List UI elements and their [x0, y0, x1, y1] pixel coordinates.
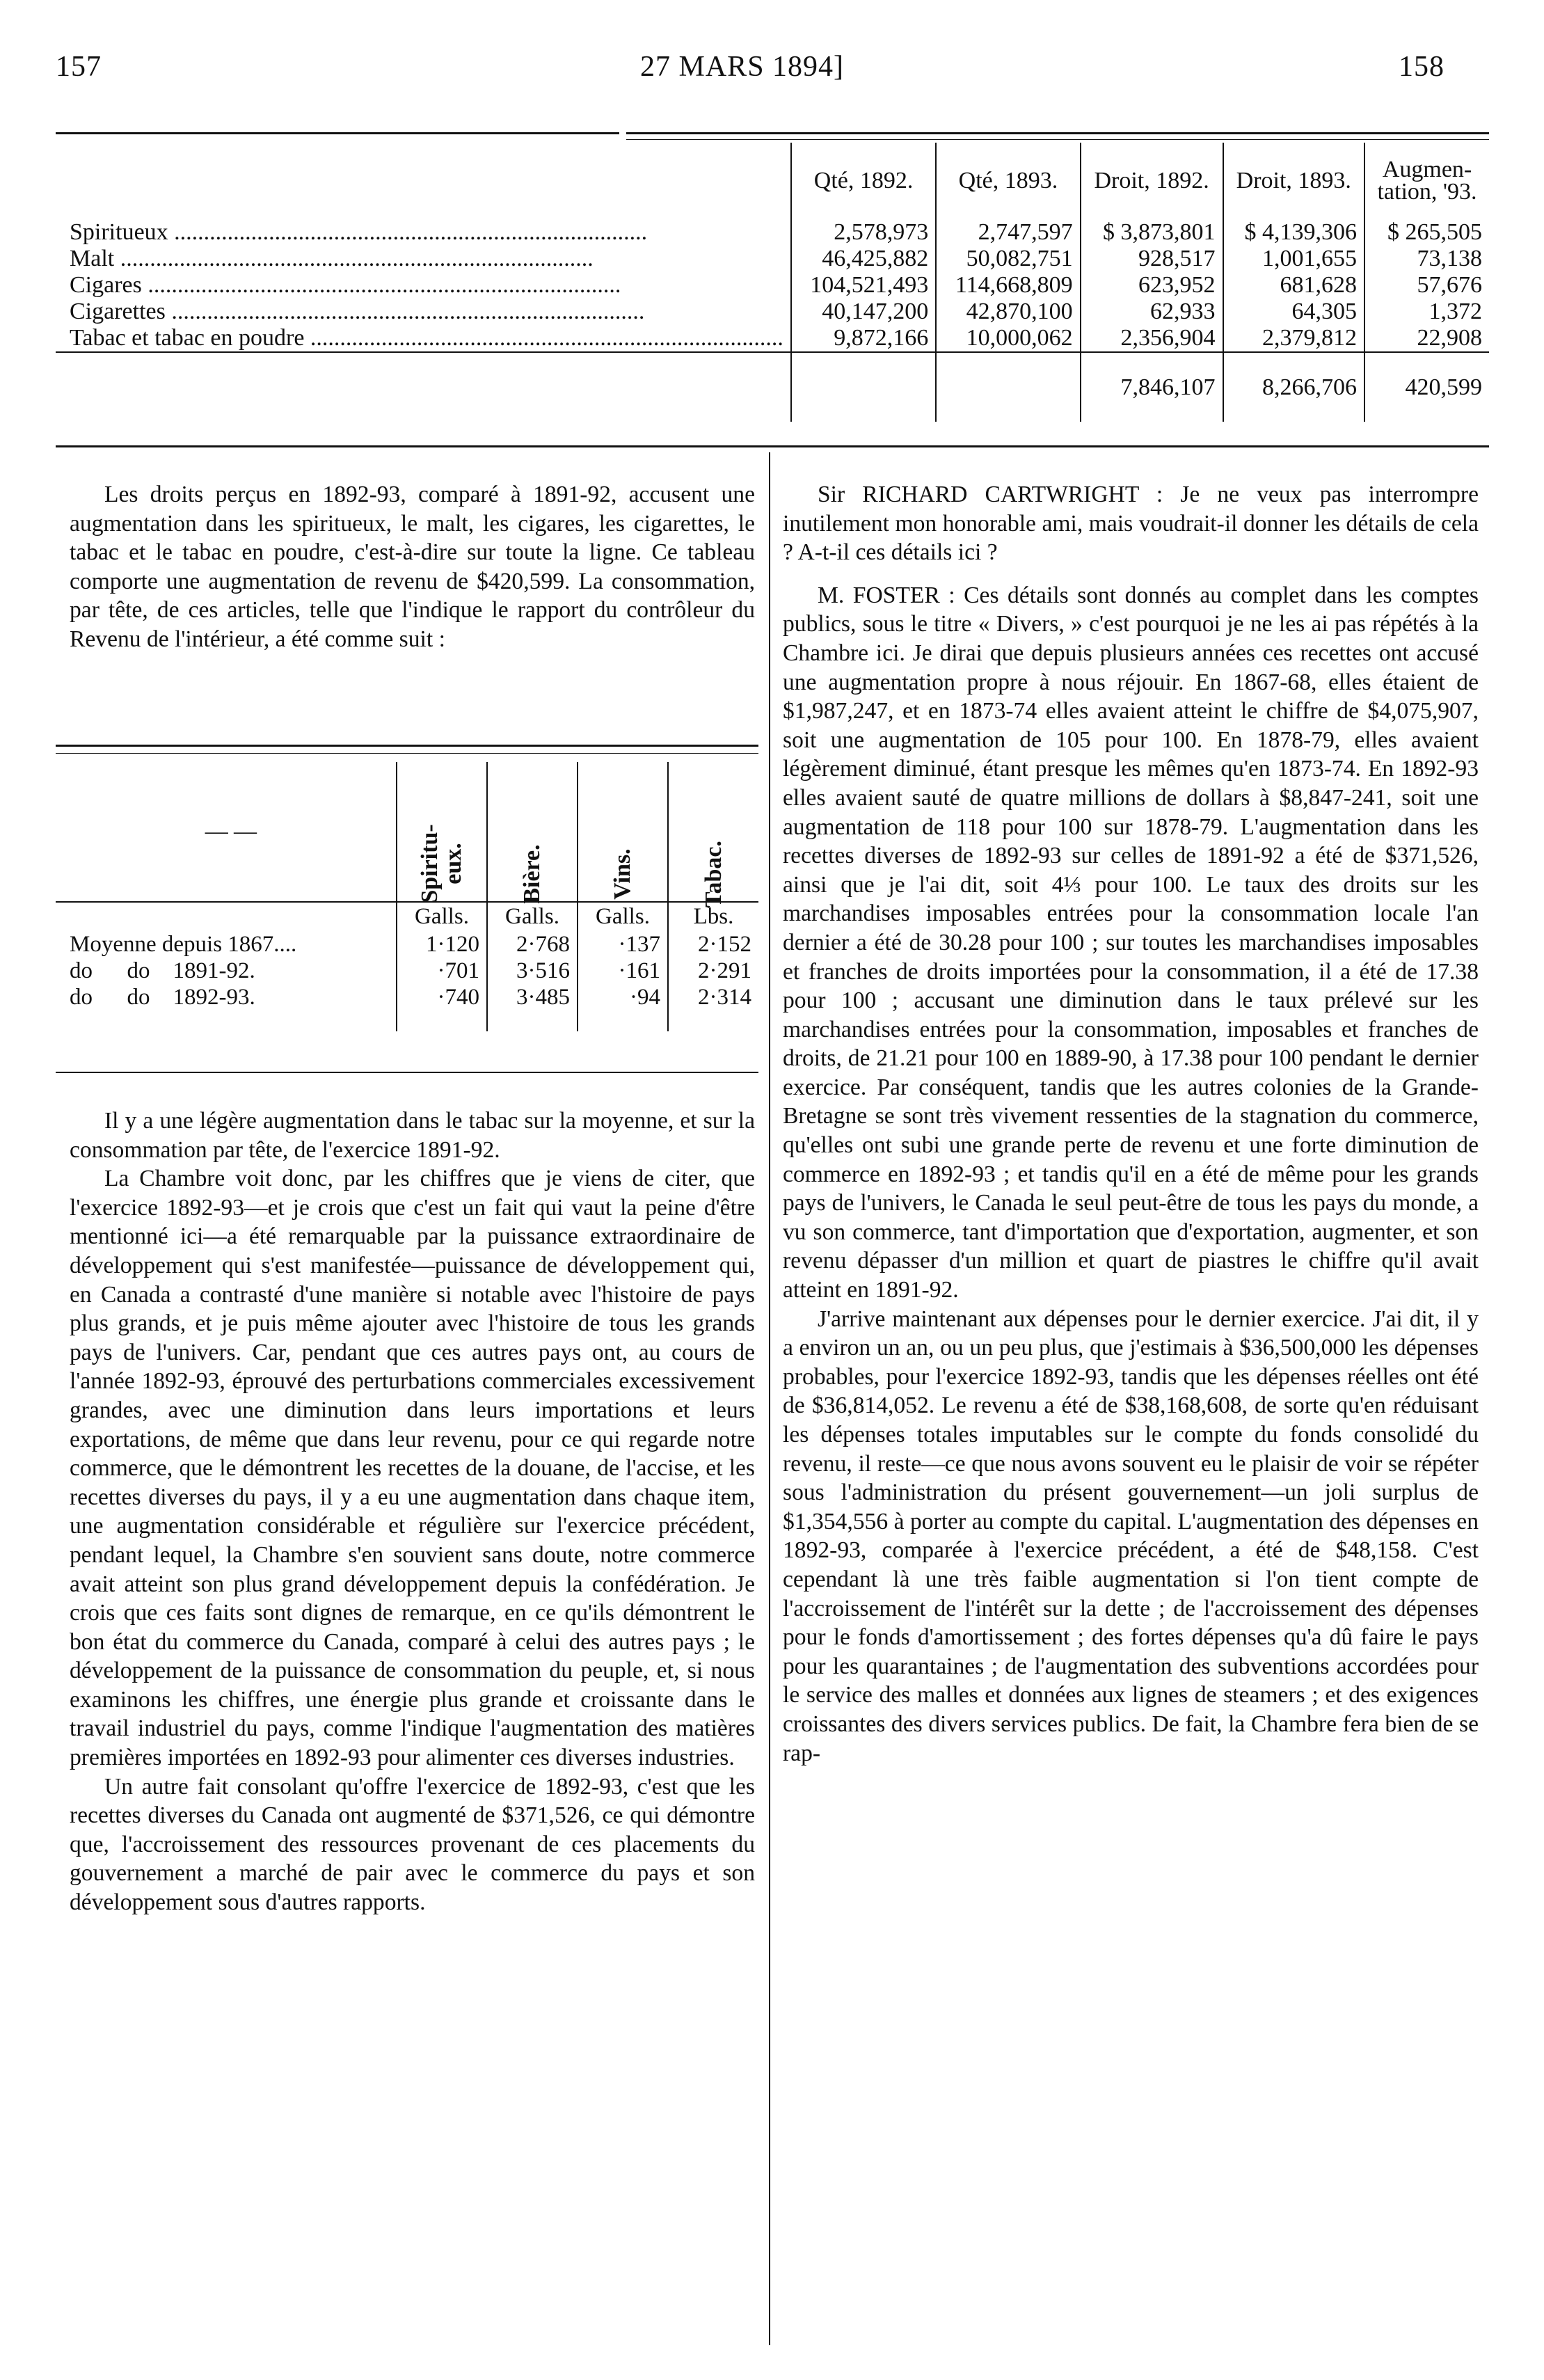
qte-1893-cell: 50,082,751 — [936, 246, 1080, 272]
vins-cell: ·137 — [578, 931, 668, 958]
qte-1892-cell: 2,578,973 — [791, 219, 936, 246]
table1-top-rule-left — [56, 132, 619, 134]
col-spiritueux: Spiritu- eux. — [417, 824, 466, 903]
table1-top-rule-right — [626, 132, 1489, 134]
right-column-body — [783, 480, 1479, 1768]
augmentation-cell: 57,676 — [1364, 272, 1489, 299]
row-label: do do 1891-92. — [70, 958, 255, 983]
table-row — [56, 325, 1489, 352]
row-label: do do 1892-93. — [70, 984, 255, 1010]
qte-1893-cell: 114,668,809 — [936, 272, 1080, 299]
droit-1893-cell: 1,001,655 — [1223, 246, 1365, 272]
row-label: Malt ................................................................................ — [70, 246, 594, 271]
table-row — [56, 958, 758, 984]
droit-1892-cell: 928,517 — [1081, 246, 1223, 272]
droit-1892-cell: 62,933 — [1081, 299, 1223, 325]
qte-1892-cell: 46,425,882 — [791, 246, 936, 272]
table-row — [56, 272, 1489, 299]
col-biere: Bière. — [519, 844, 545, 904]
table2-top-rule-2 — [56, 753, 758, 754]
table-row — [56, 299, 1489, 325]
biere-cell: 3·516 — [487, 958, 578, 984]
biere-cell: 3·485 — [487, 984, 578, 1010]
col-droit-1893: Droit, 1893. — [1223, 143, 1365, 219]
consumption-table — [56, 762, 758, 1031]
droit-1893-cell: 64,305 — [1223, 299, 1365, 325]
droit-1892-cell: 623,952 — [1081, 272, 1223, 299]
qte-1893-cell: 42,870,100 — [936, 299, 1080, 325]
row-label: Tabac et tabac en poudre ................................................................................ — [70, 325, 783, 351]
table-row — [56, 246, 1489, 272]
col-qte-1893: Qté, 1893. — [936, 143, 1080, 219]
vins-cell: ·161 — [578, 958, 668, 984]
paragraph: J'arrive maintenant aux dépenses pour le dernier exercice. J'ai dit, il y a environ un an, ou un peu plus, que j'estimais à $36,500,000 les dépenses probables, pour l'exercice 1892-93, tandis que les dépenses réelles ont été de $36,814,052. Le revenu a été de $38,168,608, de sorte qu'en réduisant les dépenses totales imputables sur le compte du fonds consolidé du revenu, il reste—ce que nous avons souvent eu le plaisir de voir se répéter sous l'administration du présent gouvernement—un joli surplus de $1,354,556 à porter au compte du capital. L'augmentation des dépenses en 1892-93, comparée à l'exercice précédent, a été de $48,158. C'est cependant là une très faible augmentation si l'on tient compte de l'accroissement de l'intérêt sur la dette ; de l'accroissement des dépenses pour le fonds d'amortissement ; des fortes dépenses qu'a dû faire le pays pour les quarantaines ; de l'augmentation des subventions accordées pour le service des malles et données aux lignes de steamers ; et des exigences croissantes des divers services publics. De fait, la Chambre fera bien de se rap- — [783, 1306, 1479, 1766]
col-augmentation: Augmen- tation, '93. — [1364, 143, 1489, 219]
row-label: Cigares ................................................................................ — [70, 272, 621, 298]
page-number-left: 157 — [56, 51, 102, 83]
table2-top-rule — [56, 745, 758, 747]
row-label: Spiritueux ................................................................................ — [70, 219, 648, 245]
tabac-cell: 2·314 — [668, 984, 758, 1010]
spiritueux-cell: 1·120 — [397, 931, 487, 958]
droit-1893-cell: 2,379,812 — [1223, 325, 1365, 352]
col-qte-1892: Qté, 1892. — [791, 143, 936, 219]
vins-cell: ·94 — [578, 984, 668, 1010]
col-droit-1892: Droit, 1892. — [1081, 143, 1223, 219]
augmentation-cell: 1,372 — [1364, 299, 1489, 325]
augmentation-cell: $ 265,505 — [1364, 219, 1489, 246]
column-divider — [769, 452, 770, 2345]
table1-top-rule-right-2 — [626, 139, 1489, 140]
paragraph: Les droits perçus en 1892-93, comparé à 1891-92, accusent une augmentation dans les spiritueux, le malt, les cigares, les cigarettes, le tabac et le tabac en poudre, c'est-à-dire sur toute la ligne. Ce tableau comporte une augmentation de revenu de $420,599. La consommation, par tête, de ces articles, telle que l'indique le rapport du contrôleur du Revenu de l'intérieur, a été comme suit : — [70, 482, 755, 652]
unit-tabac: Lbs. — [668, 902, 758, 931]
paragraph: La Chambre voit donc, par les chiffres que je viens de citer, que l'exercice 1892-93—et je crois que c'est un fait qui vaut la peine d'être mentionné ici—a été remarquable par la puissance extraordinaire de développement qui s'est manifestée—puissance de développement qui, en Canada a contrasté d'une manière si notable avec l'histoire de pays plus grands, et je puis même ajouter avec l'histoire de tous les grands pays de l'univers. Car, pendant que ces autres pays ont, au cours de l'année 1892-93, éprouvé des perturbations commerciales excessivement grandes, avec une diminution dans leurs importations et leurs exportations, de même que dans leur revenu, pour ce qui regarde notre commerce, que le démontrent les recettes de la douane, de l'accise, et les recettes diverses du pays, il y a eu une augmentation dans chaque item, une augmentation considérable et régulière sur l'exercice précédent, pendant lequel, la Chambre s'en souvient sans doute, notre commerce avait atteint son plus grand développement depuis la confédération. Je crois que ces faits sont dignes de remarque, en ce qu'ils démontrent le bon état du commerce du Canada, comparé à celui des autres pays ; le développement de la puissance de consommation du peuple, et, si nous examinons les chiffres, une énergie plus grande et croissante dans le travail industriel du pays, comme l'indique l'augmentation des matières premières importées en 1892-93 pour alimenter ces diverses industries. — [70, 1166, 755, 1771]
table2-corner: — — — [205, 818, 257, 844]
consumption-table-body — [56, 931, 758, 1010]
page-number-right: 158 — [1399, 51, 1444, 83]
spiritueux-cell: ·701 — [397, 958, 487, 984]
paragraph: Il y a une légère augmentation dans le tabac sur la moyenne, et sur la consommation par tête, de l'exercice 1891-92. — [70, 1108, 755, 1163]
paragraph: Sir RICHARD CARTWRIGHT : Je ne veux pas interrompre inutilement mon honorable ami, mais voudrait-il donner les détails de cela ? A-t-il ces détails ici ? — [783, 482, 1479, 566]
left-column-intro — [70, 480, 755, 654]
unit-vins: Galls. — [578, 902, 668, 931]
qte-1892-cell: 40,147,200 — [791, 299, 936, 325]
qte-1893-cell: 10,000,062 — [936, 325, 1080, 352]
page-date-header: 27 MARS 1894] — [640, 51, 845, 83]
qte-1893-cell: 2,747,597 — [936, 219, 1080, 246]
paragraph: Un autre fait consolant qu'offre l'exercice de 1892-93, c'est que les recettes diverses du Canada ont augmenté de $371,526, ce qui démontre que, l'accroissement des ressources provenant de ces placements du gouvernement a marché de pair avec le commerce du pays et son développement sous d'autres rapports. — [70, 1773, 755, 1916]
col-vins: Vins. — [610, 848, 635, 900]
spiritueux-cell: ·740 — [397, 984, 487, 1010]
droit-1892-cell: 2,356,904 — [1081, 325, 1223, 352]
excise-table — [56, 143, 1489, 422]
droit-1892-cell: $ 3,873,801 — [1081, 219, 1223, 246]
biere-cell: 2·768 — [487, 931, 578, 958]
total-droit-1893: 8,266,706 — [1223, 352, 1365, 422]
tabac-cell: 2·291 — [668, 958, 758, 984]
droit-1893-cell: $ 4,139,306 — [1223, 219, 1365, 246]
augmentation-cell: 22,908 — [1364, 325, 1489, 352]
table-row — [56, 984, 758, 1010]
paragraph: M. FOSTER : Ces détails sont donnés au complet dans les comptes publics, sous le titre « Divers, » c'est pourquoi je ne les ai pas répétés à la Chambre ici. Je dirai que depuis plusieurs années ces recettes ont accusé une augmentation propre à nous réjouir. En 1867-68, elles étaient de $1,987,247, et en 1873-74 elles avaient atteint le chiffre de $4,075,907, soit une augmentation de 105 pour 100. En 1878-79, elles avaient légèrement diminué, étant presque les mêmes qu'en 1873-74. En 1892-93 elles avaient sauté de quatre millions de dollars à $8,847-241, soit une augmentation de 118 pour 100 sur 1878-79. L'augmentation dans les recettes diverses de 1892-93 sur celles de 1891-92 a été de $371,526, ainsi que je l'ai dit, soit 4⅓ pour 100. Le taux des droits sur les marchandises imposables entrées pour la consommation locale l'an dernier a été de 30.28 pour 100 ; sur toutes les marchandises imposables et franches de droits importées pour la consommation, il a été de 17.38 pour 100 ; accusant une diminution dans le taux prélevé sur les marchandises entrées pour la consommation, imposables et franches de droits, de 21.21 pour 100 en 1889-90, à 17.38 pour 100 pendant le dernier exercice. Par conséquent, tandis que les autres colonies de la Grande-Bretagne se sont très vivement ressenties de la stagnation du commerce, qu'elles ont subi une grande perte de revenu et une forte diminution de commerce en 1892-93 ; et tandis qu'il en a été de même pour les grands pays de l'univers, le Canada le seul peut-être de tous les pays du monde, a vu son commerce, tant d'importation que d'exportation, augmenter, et son revenu dépasser d'un million et quart de piastres le chiffre qu'il avait atteint en 1891-92. — [783, 582, 1479, 1303]
table1-bottom-rule — [56, 445, 1489, 447]
qte-1892-cell: 104,521,493 — [791, 272, 936, 299]
excise-table-body — [56, 219, 1489, 352]
unit-spiritueux: Galls. — [397, 902, 487, 931]
left-column-body — [70, 1106, 755, 1917]
col-tabac: Tabac. — [700, 840, 726, 908]
table2-bottom-rule — [56, 1072, 758, 1073]
totals-row — [56, 352, 1489, 422]
droit-1893-cell: 681,628 — [1223, 272, 1365, 299]
table-row — [56, 931, 758, 958]
row-label: Cigarettes ................................................................................ — [70, 299, 645, 324]
unit-biere: Galls. — [487, 902, 578, 931]
qte-1892-cell: 9,872,166 — [791, 325, 936, 352]
augmentation-cell: 73,138 — [1364, 246, 1489, 272]
tabac-cell: 2·152 — [668, 931, 758, 958]
total-droit-1892: 7,846,107 — [1081, 352, 1223, 422]
total-augmentation: 420,599 — [1364, 352, 1489, 422]
row-label: Moyenne depuis 1867.... — [70, 931, 297, 957]
table-row — [56, 219, 1489, 246]
